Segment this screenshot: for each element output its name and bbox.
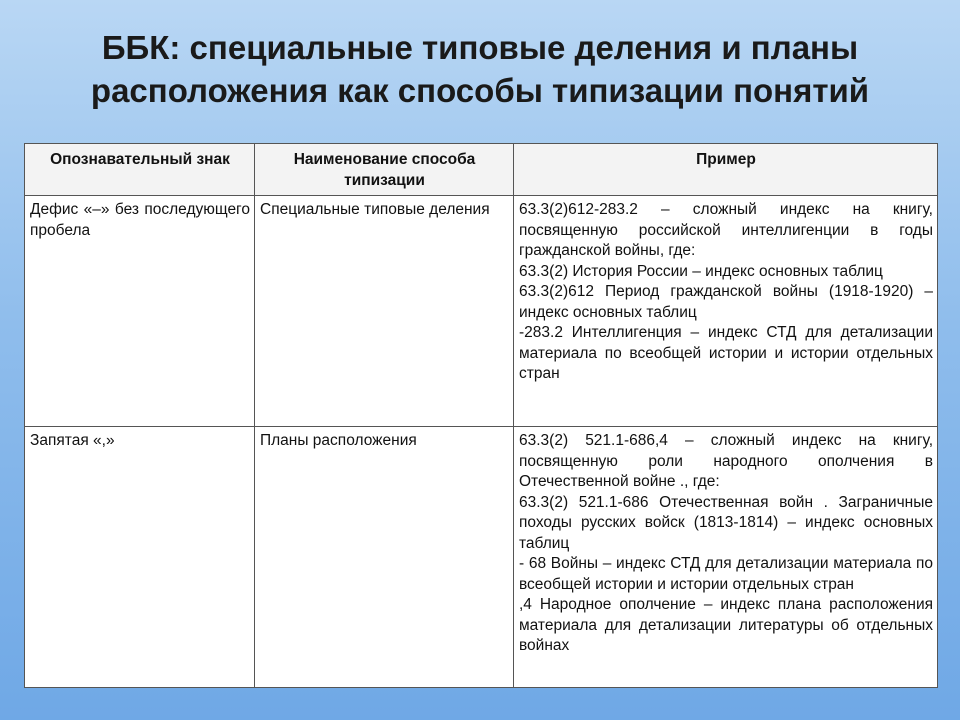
- header-sign: Опознавательный знак: [25, 144, 255, 196]
- header-example: Пример: [514, 144, 938, 196]
- example-line: 63.3(2) 521.1-686 Отечественная войн . Заграничные походы русских войск (1813-1814) – индекс основных таблиц: [519, 493, 933, 552]
- cell-example: [514, 427, 938, 688]
- cell-sign: Дефис «–» без последующего пробела: [25, 196, 255, 427]
- table-row: [25, 427, 938, 688]
- example-line: -283.2 Интеллигенция – индекс СТД для детализации материала по всеобщей истории и истории отдельных стран: [519, 324, 933, 382]
- cell-sign: Запятая «,»: [25, 427, 255, 688]
- cell-example: [514, 196, 938, 427]
- table-row: [25, 196, 938, 427]
- example-line: 63.3(2)612-283.2 – сложный индекс на книгу, посвященную российской интеллигенции в годы гражданской войны, где:: [519, 201, 933, 259]
- example-line: 63.3(2) 521.1-686,4 – сложный индекс на книгу, посвященную роли народного ополчения в Отечественной войне ., где:: [519, 432, 933, 490]
- table-header-row: [25, 144, 938, 196]
- slide-title-line-2: расположения как способы типизации понятий: [90, 72, 870, 109]
- cell-method: Специальные типовые деления: [255, 196, 514, 427]
- header-method: Наименование способа типизации: [255, 144, 514, 196]
- example-line: 63.3(2) История России – индекс основных таблиц: [519, 262, 883, 280]
- example-line: ,4 Народное ополчение – индекс плана расположения материала для детализации литературы об отдельных войнах: [519, 596, 933, 654]
- slide-title: [0, 26, 960, 112]
- example-line: - 68 Войны – индекс СТД для детализации материала по всеобщей истории и истории отдельных стран: [519, 555, 933, 593]
- slide-title-line-1: ББК: специальные типовые деления и планы: [101, 29, 859, 66]
- typing-methods-table: [24, 143, 938, 688]
- example-line: 63.3(2)612 Период гражданской войны (1918-1920) – индекс основных таблиц: [519, 283, 933, 321]
- cell-method: Планы расположения: [255, 427, 514, 688]
